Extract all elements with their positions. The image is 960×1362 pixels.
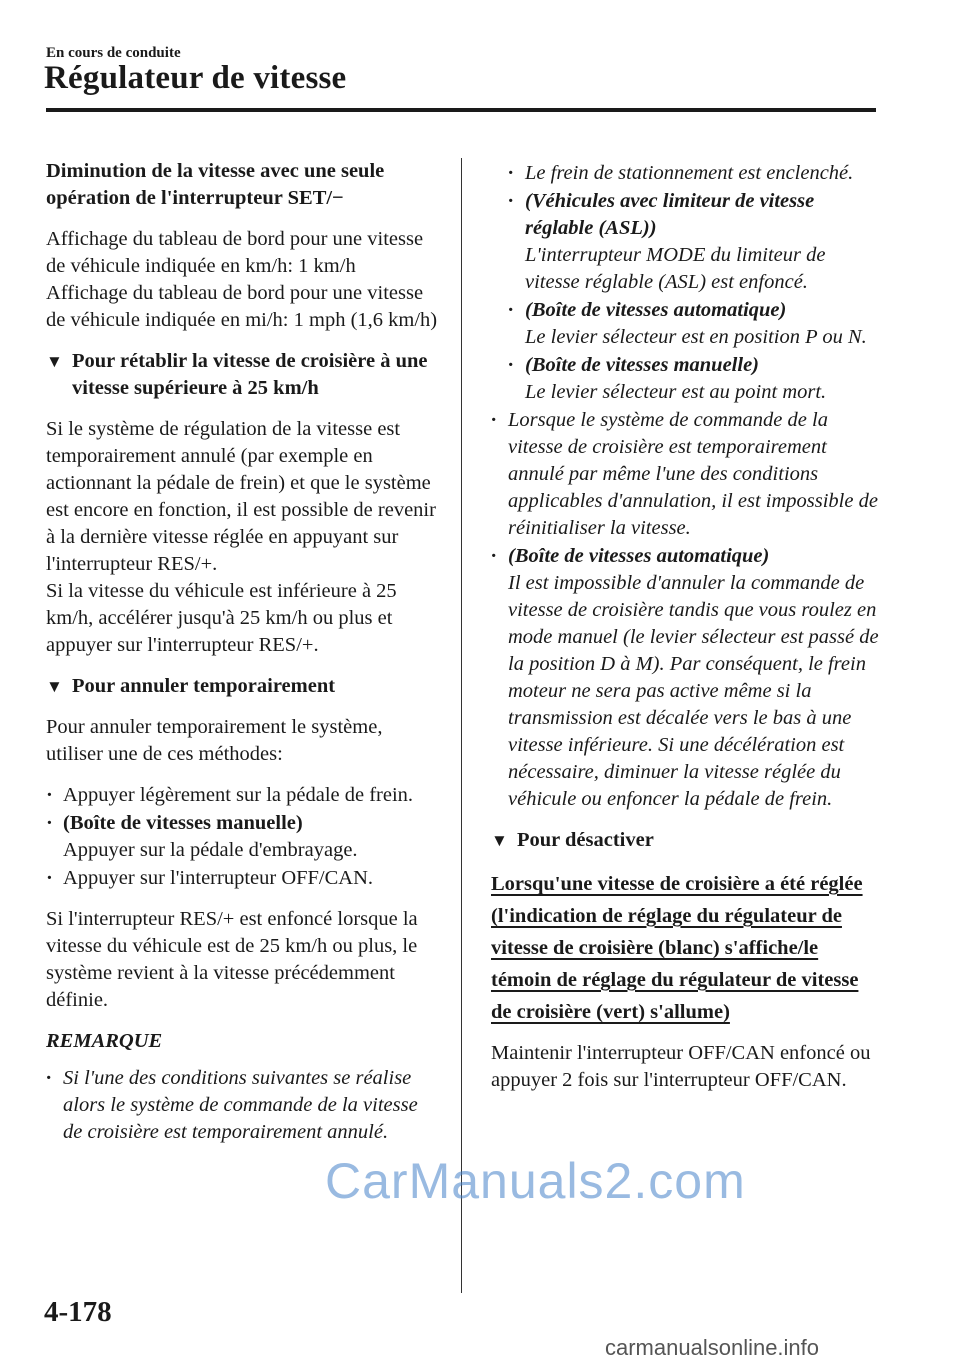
paragraph: Si la vitesse du véhicule est inférieure à 25 km/h, accélérer jusqu'à 25 km/h ou plus et appuyer sur l'interrupteur RES/+.	[46, 580, 397, 656]
note-item: · (Boîte de vitesses automatique) Il est impossible d'annuler la commande de vitesse de croisière tandis que vous roulez en mode manuel (le levier sélecteur est passé de la position D à M). Par conséquent, le frein moteur ne sera pas active même si la transmission est décalée vers le bas à une vitesse inférieure. Si une décélération est nécessaire, diminuer la vitesse réglée du véhicule ou enfoncer la pédale de frein.	[491, 543, 881, 813]
bullet-dot-icon	[491, 407, 508, 542]
page-number: 4-178	[44, 1296, 112, 1328]
title-rule	[46, 108, 876, 112]
underlined-condition: Lorsqu'une vitesse de croisière a été réglée (l'indication de réglage du régulateur de vitesse de croisière (blanc) s'affiche/le témoin de réglage du régulateur de vitesse de croisière (vert) s'allume)	[491, 873, 863, 1023]
paragraph: Si l'interrupteur RES/+ est enfoncé lorsque la vitesse du véhicule est de 25 km/h ou plus, le système revient à la vitesse précédemment définie.	[46, 908, 418, 1011]
subheading: ▼ Pour annuler temporairement	[46, 673, 440, 700]
bullet-dot-icon	[491, 543, 508, 813]
subheading: ▼ Pour rétablir la vitesse de croisière à une vitesse supérieure à 25 km/h	[46, 348, 440, 402]
note-item: · (Boîte de vitesses manuelle) Le levier sélecteur est au point mort.	[491, 352, 881, 406]
paragraph: Affichage du tableau de bord pour une vitesse de véhicule indiquée en km/h: 1 km/h	[46, 228, 424, 277]
bullet-dot-icon	[46, 782, 63, 809]
footer-watermark: carmanualsonline.info	[605, 1335, 820, 1360]
remark-heading: REMARQUE	[46, 1030, 163, 1052]
bullet-dot-icon	[46, 865, 63, 892]
paragraph: Si le système de régulation de la vitesse est temporairement annulé (par exemple en actionnant la pédale de frein) et que le système est encore en fonction, il est possible de revenir à la dernière vitesse réglée en appuyant sur l'interrupteur RES/+.	[46, 418, 436, 575]
bullet-dot-icon	[46, 1065, 63, 1146]
section-heading: Diminution de la vitesse avec une seule opération de l'interrupteur SET/−	[46, 160, 385, 209]
note-item: · (Boîte de vitesses automatique) Le levier sélecteur est en position P ou N.	[491, 297, 881, 351]
bullet-dot-icon	[508, 188, 525, 296]
page-title: Régulateur de vitesse	[44, 60, 347, 96]
section-label: En cours de conduite	[46, 45, 181, 61]
note-item: · Le frein de stationnement est enclenché.	[491, 160, 881, 187]
triangle-bullet-icon: ▼	[46, 677, 63, 696]
paragraph: Maintenir l'interrupteur OFF/CAN enfoncé ou appuyer 2 fois sur l'interrupteur OFF/CAN.	[491, 1042, 871, 1091]
bullet-dot-icon	[508, 352, 525, 406]
left-column	[46, 158, 440, 1147]
bullet-dot-icon	[508, 297, 525, 351]
bullet-dot-icon	[46, 810, 63, 864]
list-item: · Appuyer sur l'interrupteur OFF/CAN.	[46, 865, 440, 892]
watermark: CarManuals2.com	[325, 1153, 746, 1209]
note-item: · Lorsque le système de commande de la vitesse de croisière est temporairement annulé par même l'une des conditions applicables d'annulation, il est impossible de réinitialiser la vitesse.	[491, 407, 881, 542]
right-column	[491, 160, 881, 1094]
triangle-bullet-icon: ▼	[46, 352, 63, 371]
bullet-dot-icon	[508, 160, 525, 187]
note-item: · (Véhicules avec limiteur de vitesse réglable (ASL)) L'interrupteur MODE du limiteur de vitesse réglable (ASL) est enfoncé.	[491, 188, 881, 296]
list-item: · Appuyer légèrement sur la pédale de frein.	[46, 782, 440, 809]
list-item: · (Boîte de vitesses manuelle) Appuyer sur la pédale d'embrayage.	[46, 810, 440, 864]
note-item: · Si l'une des conditions suivantes se réalise alors le système de commande de la vitesse de croisière est temporairement annulé.	[46, 1065, 440, 1146]
paragraph: Pour annuler temporairement le système, utiliser une de ces méthodes:	[46, 716, 383, 765]
paragraph: Affichage du tableau de bord pour une vitesse de véhicule indiquée en mi/h: 1 mph (1,6 km/h)	[46, 282, 438, 331]
column-divider	[461, 158, 462, 1293]
triangle-bullet-icon: ▼	[491, 831, 508, 850]
subheading: ▼ Pour désactiver	[491, 827, 881, 854]
